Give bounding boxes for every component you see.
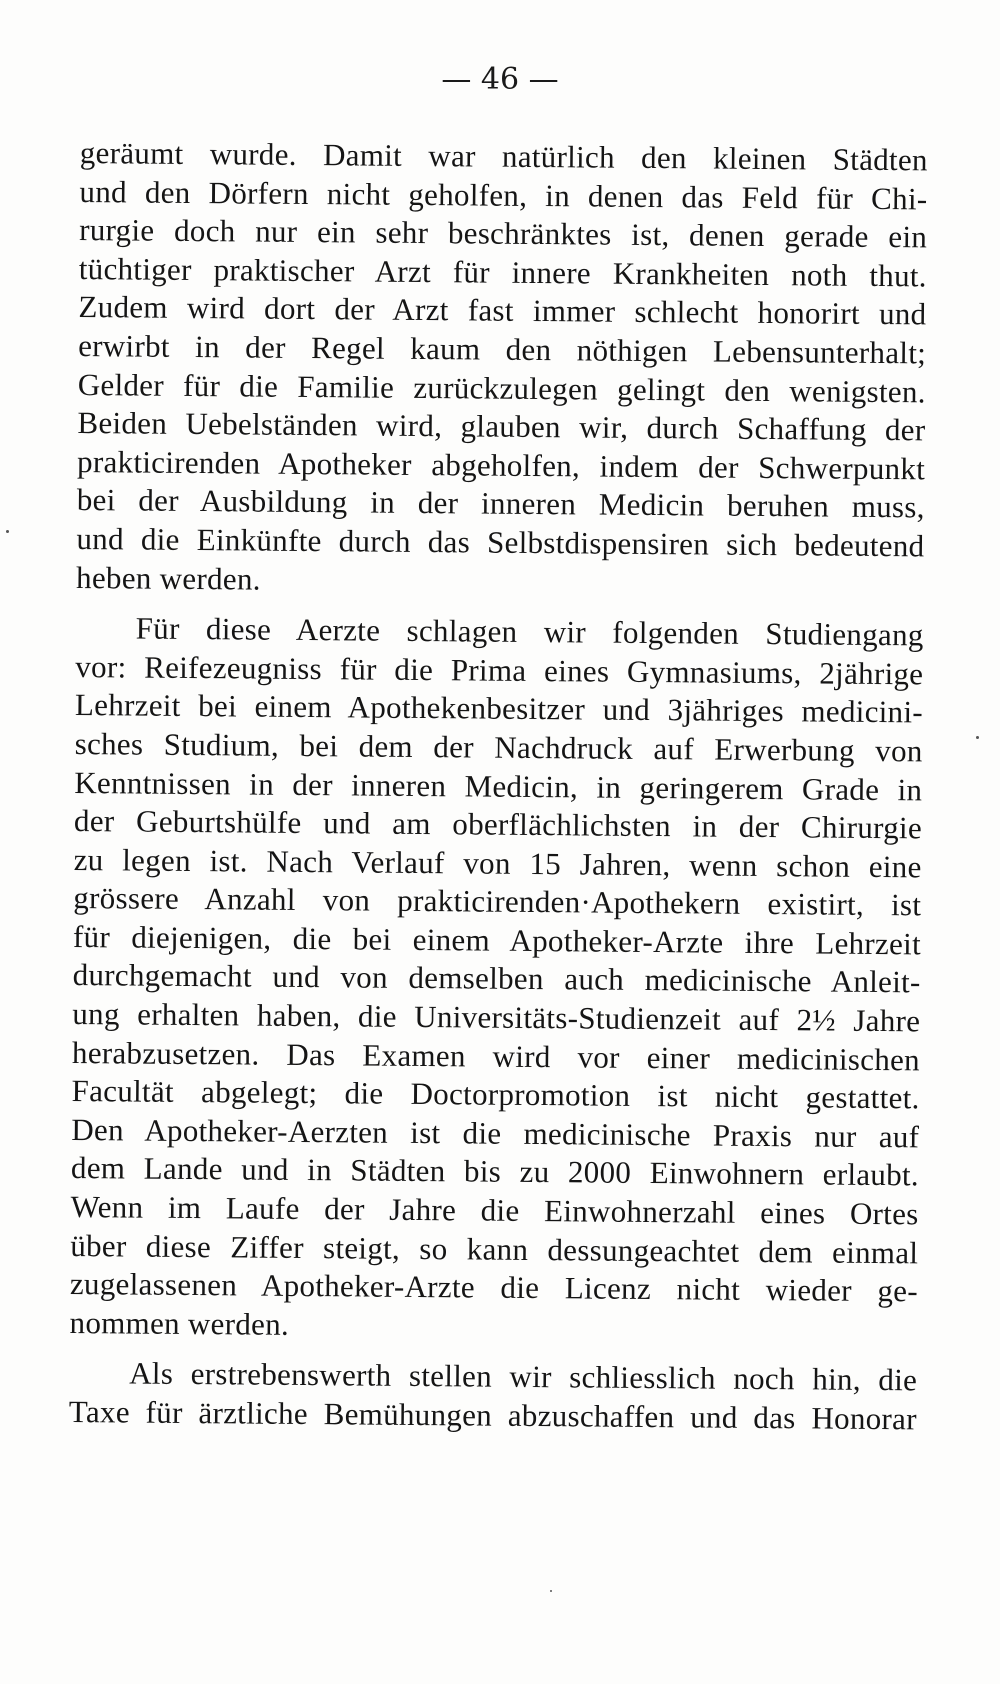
print-speck [550, 1590, 552, 1592]
text-line: Taxe für ärztliche Bemühungen abzuschaffen und das Honorar [68, 1393, 917, 1437]
paragraph-1 [76, 134, 928, 605]
text-line: herabzusetzen. Das Examen wird vor einer medicinischen [71, 1034, 921, 1078]
body-text [69, 134, 928, 1439]
text-line: Wenn im Laufe der Jahre die Einwohnerzahl eines Ortes [70, 1188, 919, 1232]
text-line: bei der Ausbildung in der inneren Medicin beruhen muss, [76, 482, 925, 525]
print-speck [6, 530, 9, 533]
text-line: ung erhalten haben, die Universitäts-Studienzeit auf 2½ Jahre [72, 996, 921, 1039]
text-line: rurgie doch nur ein sehr beschränktes ist, denen gerade ein [79, 212, 928, 255]
paragraph-3 [69, 1354, 918, 1439]
print-speck [976, 736, 979, 739]
text-line: nommen werden. [69, 1304, 290, 1342]
text-line: Kenntnissen in der inneren Medicin, in geringerem Grade in [74, 764, 923, 807]
page-number: — 46 — [441, 62, 559, 97]
text-line: sches Studium, bei dem der Nachdruck auf Erwerbung von [74, 725, 923, 769]
text-line: zu legen ist. Nach Verlauf von 15 Jahren, wenn schon eine [73, 841, 922, 885]
text-line: Als erstrebenswerth stellen wir schliesslich noch hin, die [129, 1355, 918, 1398]
text-line: grössere Anzahl von prakticirenden·Apothekern existirt, ist [73, 880, 922, 923]
text-line: Den Apotheker-Aerzten ist die medicinische Praxis nur auf [71, 1111, 920, 1155]
text-line: der Geburtshülfe und am oberflächlichsten in der Chirurgie [73, 803, 923, 846]
text-line: tüchtiger praktischer Arzt für innere Krankheiten noth thut. [78, 250, 927, 294]
text-line: prakticirenden Apotheker abgeholfen, indem der Schwerpunkt [76, 443, 926, 487]
text-line: und den Dörfern nicht geholfen, in denen das Feld für Chi- [79, 173, 928, 216]
text-line: Für diese Aerzte schlagen wir folgenden Studiengang [135, 610, 924, 653]
text-line: zugelassenen Apotheker-Arzte die Licenz nicht wieder ge- [69, 1266, 919, 1309]
text-line: Gelder für die Familie zurückzulegen gelingt den wenigsten. [77, 366, 926, 409]
text-line: Beiden Uebelständen wird, glauben wir, durch Schaffung der [77, 405, 926, 448]
text-line: dem Lande und in Städten bis zu 2000 Einwohnern erlaubt. [70, 1150, 920, 1193]
paragraph-2 [69, 609, 923, 1350]
text-line: geräumt wurde. Damit war natürlich den kleinen Städten [79, 134, 928, 178]
text-line: Zudem wird dort der Arzt fast immer schlecht honorirt und [78, 289, 927, 332]
text-line: Facultät abgelegt; die Doctorpromotion ist nicht gestattet. [71, 1073, 920, 1116]
text-line: Lehrzeit bei einem Apothekenbesitzer und 3jähriges medicini- [74, 687, 924, 730]
text-line: erwirbt in der Regel kaum den nöthigen Lebensunterhalt; [78, 327, 927, 371]
text-line: und die Einkünfte durch das Selbstdispensiren sich bedeutend [76, 520, 925, 564]
text-line: heben werden. [75, 559, 261, 597]
text-line: vor: Reifezeugniss für die Prima eines Gymnasiums, 2jährige [75, 648, 924, 692]
text-line: über diese Ziffer steigt, so kann dessungeachtet dem einmal [70, 1227, 919, 1270]
text-line: durchgemacht und von demselben auch medicinische Anleit- [72, 957, 921, 1000]
text-line: für diejenigen, die bei einem Apotheker-Arzte ihre Lehrzeit [72, 918, 922, 962]
